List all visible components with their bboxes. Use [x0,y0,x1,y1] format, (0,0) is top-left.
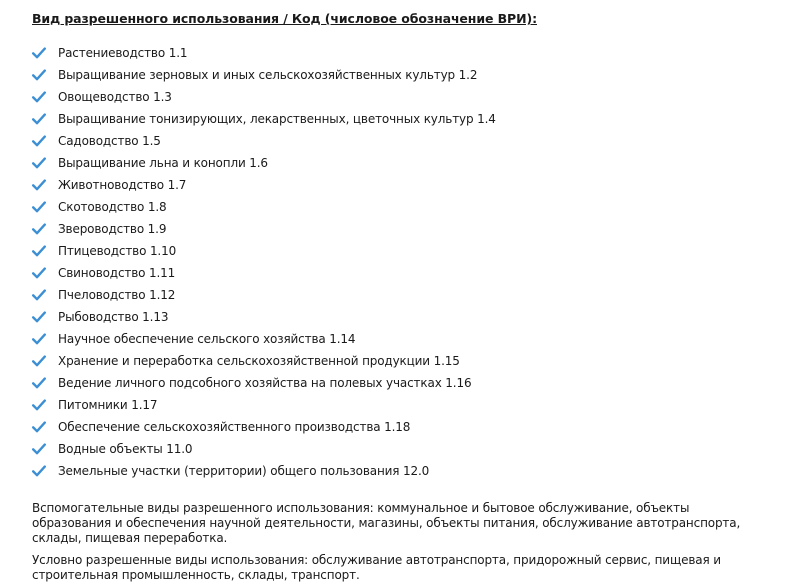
check-icon [32,443,46,455]
list-item [32,262,772,284]
check-icon [32,399,46,411]
list-item-label: Водные объекты 11.0 [58,442,193,456]
list-item-label: Научное обеспечение сельского хозяйства 1.14 [58,332,356,346]
list-item [32,284,772,306]
list-item [32,152,772,174]
check-icon [32,179,46,191]
check-icon [32,245,46,257]
conditional-uses-paragraph: Условно разрешенные виды использования: обслуживание автотранспорта, придорожный сервис, пищевая и строительная промышленность, склады, транспорт. [32,553,721,582]
check-icon [32,113,46,125]
list-item-label: Ведение личного подсобного хозяйства на полевых участках 1.16 [58,376,472,390]
document-body [32,10,772,583]
list-item-label: Выращивание льна и конопли 1.6 [58,156,268,170]
list-item-label: Выращивание зерновых и иных сельскохозяйственных культур 1.2 [58,68,478,82]
check-icon [32,157,46,169]
check-icon [32,289,46,301]
list-item [32,416,772,438]
check-icon [32,69,46,81]
permitted-use-list [32,42,772,482]
list-item [32,130,772,152]
list-item-label: Хранение и переработка сельскохозяйственной продукции 1.15 [58,354,460,368]
list-item [32,86,772,108]
list-item-label: Выращивание тонизирующих, лекарственных, цветочных культур 1.4 [58,112,496,126]
list-item [32,64,772,86]
list-item-label: Свиноводство 1.11 [58,266,176,280]
list-item [32,438,772,460]
check-icon [32,465,46,477]
list-item [32,240,772,262]
check-icon [32,311,46,323]
list-item-label: Скотоводство 1.8 [58,200,167,214]
list-item [32,394,772,416]
check-icon [32,333,46,345]
check-icon [32,421,46,433]
check-icon [32,355,46,367]
list-item [32,174,772,196]
list-item [32,218,772,240]
auxiliary-uses-paragraph: Вспомогательные виды разрешенного использования: коммунальное и бытовое обслуживание, объекты образования и обеспечения научной деятельности, магазины, объекты питания, обслуживание автотранспорта, склады, пищевая переработка. [32,501,741,545]
list-item-label: Садоводство 1.5 [58,134,161,148]
check-icon [32,377,46,389]
list-item-label: Питомники 1.17 [58,398,158,412]
list-item-label: Звероводство 1.9 [58,222,167,236]
list-item-label: Рыбоводство 1.13 [58,310,169,324]
list-item [32,108,772,130]
list-item [32,328,772,350]
check-icon [32,223,46,235]
list-item-label: Пчеловодство 1.12 [58,288,176,302]
list-item-label: Растениеводство 1.1 [58,46,188,60]
list-item-label: Обеспечение сельскохозяйственного производства 1.18 [58,420,411,434]
page-title: Вид разрешенного использования / Код (числовое обозначение ВРИ): [32,11,537,26]
check-icon [32,267,46,279]
list-item-label: Овощеводство 1.3 [58,90,172,104]
list-item-label: Животноводство 1.7 [58,178,187,192]
list-item [32,372,772,394]
check-icon [32,91,46,103]
check-icon [32,135,46,147]
check-icon [32,201,46,213]
list-item [32,306,772,328]
check-icon [32,47,46,59]
list-item [32,196,772,218]
list-item-label: Земельные участки (территории) общего пользования 12.0 [58,464,430,478]
list-item [32,460,772,482]
list-item [32,350,772,372]
list-item [32,42,772,64]
list-item-label: Птицеводство 1.10 [58,244,177,258]
